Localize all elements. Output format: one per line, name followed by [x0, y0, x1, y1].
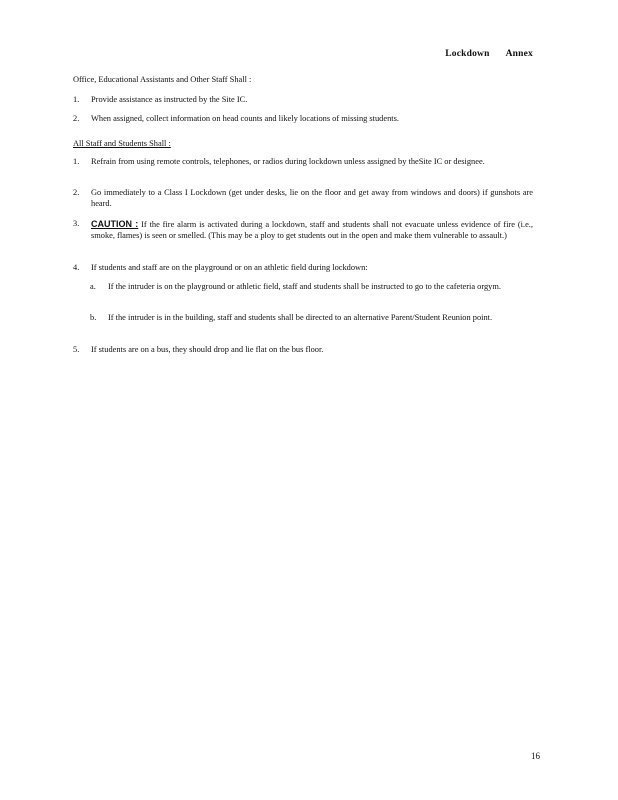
list-item	[73, 188, 533, 210]
page-number: 16	[531, 751, 540, 761]
sub-list-item	[90, 282, 523, 304]
list-item-text: Go immediately to a Class I Lockdown (get under desks, lie on the floor and get away from windows and doors) if gunshots are heard.	[91, 188, 533, 208]
list-item-number: 1.	[73, 95, 80, 104]
header-title-right: Annex	[505, 49, 533, 59]
page-header	[445, 49, 533, 59]
section-2-heading: All Staff and Students Shall :	[73, 139, 171, 148]
list-item-text	[91, 219, 533, 241]
list-item	[73, 157, 533, 179]
list-item	[73, 263, 533, 275]
list-item-number: 4.	[73, 263, 80, 272]
sub-list-item-letter: a.	[90, 282, 96, 291]
list-item-number: 5.	[73, 345, 80, 354]
sub-list-item-text: If the intruder is on the playground or athletic field, staff and students shall be instructed to go to the cafeteria orgym.	[108, 282, 501, 291]
list-item-number: 3.	[73, 219, 80, 228]
header-title-left: Lockdown	[445, 49, 490, 59]
sub-list-item	[90, 313, 523, 335]
list-item	[73, 345, 533, 357]
section-1-heading: Office, Educational Assistants and Other Staff Shall :	[73, 75, 252, 84]
list-item-number: 2.	[73, 188, 80, 197]
list-item-text: If students and staff are on the playground or on an athletic field during lockdown:	[91, 263, 368, 272]
list-item-text: If students are on a bus, they should drop and lie flat on the bus floor.	[91, 345, 324, 354]
caution-text: If the fire alarm is activated during a lockdown, staff and students shall not evacuate unless evidence of fire (i.e., smoke, flames) is seen or smelled. (This may be a ploy to get students out in the open and make them vulnerable to assault.)	[91, 220, 533, 240]
list-item-number: 2.	[73, 114, 80, 123]
sub-list-item-text: If the intruder is in the building, staff and students shall be directed to an alternative Parent/Student Reunion point.	[108, 313, 493, 322]
caution-label: CAUTION :	[91, 219, 139, 229]
list-item-text: Provide assistance as instructed by the Site IC.	[91, 95, 248, 104]
list-item-text: When assigned, collect information on head counts and likely locations of missing students.	[91, 114, 399, 123]
list-item	[73, 114, 533, 126]
list-item	[73, 95, 533, 107]
list-item-text: Refrain from using remote controls, telephones, or radios during lockdown unless assigned by theSite IC or designee.	[91, 157, 485, 166]
list-item	[73, 219, 533, 252]
sub-list-item-letter: b.	[90, 313, 97, 322]
list-item-number: 1.	[73, 157, 80, 166]
